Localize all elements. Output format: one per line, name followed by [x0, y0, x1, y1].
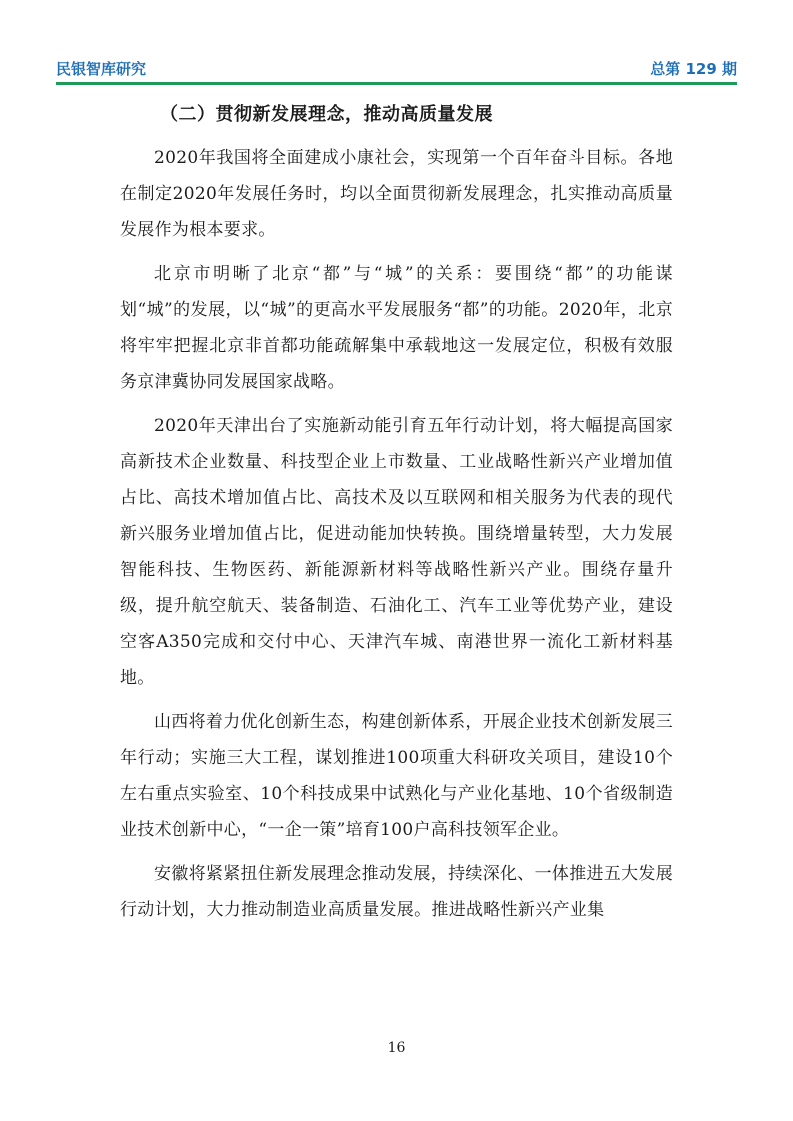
document-body [120, 96, 673, 936]
section-heading: （二）贯彻新发展理念，推动高质量发展 [160, 104, 493, 125]
header-publication-title: 民银智库研究 [56, 60, 147, 78]
paragraph-anhui: 安徽将紧紧扭住新发展理念推动发展，持续深化、一体推进五大发展行动计划，大力推动制造业高质量发展。推进战略性新兴产业集 [120, 864, 673, 920]
paragraph-shanxi: 山西将着力优化创新生态，构建创新体系，开展企业技术创新发展三年行动；实施三大工程，谋划推进100项重大科研攻关项目，建设10个左右重点实验室、10个科技成果中试熟化与产业化基地、10个省级制造业技术创新中心，“一企一策”培育100户高科技领军企业。 [120, 712, 673, 840]
paragraph-tianjin: 2020年天津出台了实施新动能引育五年行动计划，将大幅提高国家高新技术企业数量、科技型企业上市数量、工业战略性新兴产业增加值占比、高技术增加值占比、高技术及以互联网和相关服务为代表的现代新兴服务业增加值占比，促进动能加快转换。围绕增量转型，大力发展智能科技、生物医药、新能源新材料等战略性新兴产业。围绕存量升级，提升航空航天、装备制造、石油化工、汽车工业等优势产业，建设空客A350完成和交付中心、天津汽车城、南港世界一流化工新材料基地。 [120, 416, 673, 688]
header-issue-number: 总第 129 期 [650, 60, 737, 78]
page-header [56, 56, 737, 85]
page-number: 16 [387, 1040, 406, 1056]
paragraph-national-goal: 2020年我国将全面建成小康社会，实现第一个百年奋斗目标。各地在制定2020年发展任务时，均以全面贯彻新发展理念，扎实推动高质量发展作为根本要求。 [120, 148, 673, 240]
paragraph-beijing: 北京市明晰了北京“都”与“城”的关系：要围绕“都”的功能谋划“城”的发展，以“城”的更高水平发展服务“都”的功能。2020年，北京将牢牢把握北京非首都功能疏解集中承载地这一发展定位，积极有效服务京津冀协同发展国家战略。 [120, 264, 673, 392]
